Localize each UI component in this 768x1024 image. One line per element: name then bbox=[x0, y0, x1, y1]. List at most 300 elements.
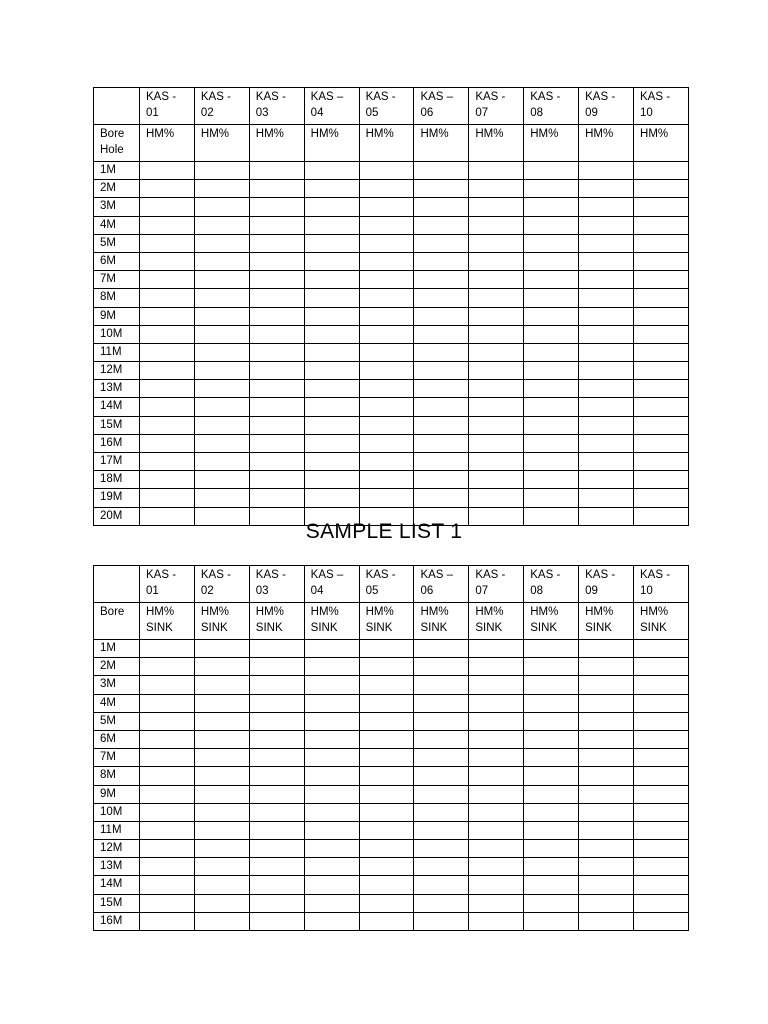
column-header-label: KAS - 05 bbox=[365, 91, 396, 119]
empty-cell bbox=[140, 767, 195, 785]
depth-label-cell-label: 6M bbox=[100, 732, 116, 745]
empty-cell bbox=[579, 471, 634, 489]
empty-cell bbox=[359, 325, 414, 343]
empty-cell bbox=[194, 858, 249, 876]
empty-cell bbox=[194, 730, 249, 748]
empty-cell bbox=[579, 694, 634, 712]
unit-header bbox=[414, 603, 469, 640]
empty-cell bbox=[304, 453, 359, 471]
empty-cell bbox=[140, 803, 195, 821]
empty-cell bbox=[140, 307, 195, 325]
empty-cell bbox=[579, 343, 634, 361]
empty-cell bbox=[469, 162, 524, 180]
empty-cell bbox=[194, 362, 249, 380]
empty-cell bbox=[359, 658, 414, 676]
empty-cell bbox=[524, 749, 579, 767]
empty-cell bbox=[359, 840, 414, 858]
column-header-label: KAS - 01 bbox=[146, 91, 177, 119]
empty-cell bbox=[414, 343, 469, 361]
empty-cell bbox=[579, 325, 634, 343]
empty-cell bbox=[249, 380, 304, 398]
table-row bbox=[94, 234, 689, 252]
empty-cell bbox=[524, 712, 579, 730]
empty-cell bbox=[194, 343, 249, 361]
empty-cell bbox=[304, 876, 359, 894]
empty-cell bbox=[304, 434, 359, 452]
column-header-row bbox=[94, 566, 689, 603]
empty-cell bbox=[634, 658, 689, 676]
unit-header-label: HM% SINK bbox=[310, 606, 339, 634]
empty-cell bbox=[304, 730, 359, 748]
table-row bbox=[94, 343, 689, 361]
depth-label-cell bbox=[94, 821, 140, 839]
table-row bbox=[94, 398, 689, 416]
empty-cell bbox=[469, 271, 524, 289]
table-row bbox=[94, 216, 689, 234]
column-header bbox=[579, 88, 634, 125]
column-header bbox=[634, 566, 689, 603]
table-row bbox=[94, 912, 689, 930]
empty-cell bbox=[359, 730, 414, 748]
sample-list-heading: SAMPLE LIST 1 bbox=[305, 520, 463, 543]
unit-header bbox=[579, 125, 634, 162]
empty-cell bbox=[140, 471, 195, 489]
empty-cell bbox=[249, 434, 304, 452]
depth-label-cell-label: 19M bbox=[100, 491, 123, 504]
empty-cell bbox=[469, 640, 524, 658]
empty-cell bbox=[634, 876, 689, 894]
column-header-label: KAS - 10 bbox=[640, 91, 671, 119]
column-header-label: KAS – 06 bbox=[420, 91, 454, 119]
empty-cell bbox=[249, 658, 304, 676]
empty-cell bbox=[249, 307, 304, 325]
column-header-label: KAS - 03 bbox=[255, 91, 286, 119]
depth-label-cell bbox=[94, 252, 140, 270]
empty-cell bbox=[304, 416, 359, 434]
empty-cell bbox=[194, 803, 249, 821]
table-row bbox=[94, 803, 689, 821]
unit-header-label: HM% bbox=[530, 128, 559, 140]
empty-cell bbox=[359, 162, 414, 180]
unit-header bbox=[140, 125, 195, 162]
empty-cell bbox=[249, 362, 304, 380]
empty-cell bbox=[524, 676, 579, 694]
empty-cell bbox=[524, 162, 579, 180]
depth-label-cell-label: 10M bbox=[100, 805, 123, 818]
column-header bbox=[469, 566, 524, 603]
empty-cell bbox=[579, 803, 634, 821]
empty-cell bbox=[304, 912, 359, 930]
depth-label-cell-label: 14M bbox=[100, 400, 123, 413]
empty-cell bbox=[359, 894, 414, 912]
empty-cell bbox=[524, 343, 579, 361]
empty-cell bbox=[304, 894, 359, 912]
depth-label-cell bbox=[94, 803, 140, 821]
table-row bbox=[94, 453, 689, 471]
empty-cell bbox=[469, 234, 524, 252]
empty-cell bbox=[249, 840, 304, 858]
empty-cell bbox=[469, 803, 524, 821]
empty-cell bbox=[304, 252, 359, 270]
table-row bbox=[94, 785, 689, 803]
unit-header-label: HM% SINK bbox=[475, 606, 504, 634]
empty-cell bbox=[579, 785, 634, 803]
table-row bbox=[94, 730, 689, 748]
empty-cell bbox=[634, 912, 689, 930]
empty-cell bbox=[359, 380, 414, 398]
empty-cell bbox=[634, 489, 689, 507]
empty-cell bbox=[140, 858, 195, 876]
empty-cell bbox=[359, 434, 414, 452]
depth-label-cell-label: 11M bbox=[100, 345, 122, 358]
empty-cell bbox=[304, 676, 359, 694]
empty-cell bbox=[304, 767, 359, 785]
depth-label-cell bbox=[94, 271, 140, 289]
empty-cell bbox=[579, 658, 634, 676]
empty-cell bbox=[579, 380, 634, 398]
empty-cell bbox=[194, 162, 249, 180]
table-row bbox=[94, 416, 689, 434]
empty-cell bbox=[579, 362, 634, 380]
empty-cell bbox=[194, 676, 249, 694]
empty-cell bbox=[524, 658, 579, 676]
depth-label-cell-label: 10M bbox=[100, 327, 123, 340]
empty-cell bbox=[304, 785, 359, 803]
empty-cell bbox=[414, 325, 469, 343]
unit-header bbox=[249, 125, 304, 162]
table-row bbox=[94, 162, 689, 180]
depth-label-cell bbox=[94, 489, 140, 507]
empty-cell bbox=[414, 198, 469, 216]
table-row bbox=[94, 840, 689, 858]
column-header-label: KAS - 09 bbox=[585, 91, 616, 119]
empty-cell bbox=[194, 398, 249, 416]
empty-cell bbox=[194, 489, 249, 507]
depth-label-cell-label: 1M bbox=[100, 164, 116, 176]
table-row bbox=[94, 380, 689, 398]
empty-cell bbox=[359, 694, 414, 712]
empty-cell bbox=[579, 398, 634, 416]
depth-label-cell-label: 2M bbox=[100, 660, 116, 673]
empty-cell bbox=[304, 362, 359, 380]
depth-label-cell bbox=[94, 416, 140, 434]
column-header bbox=[359, 88, 414, 125]
empty-cell bbox=[359, 640, 414, 658]
empty-cell bbox=[634, 894, 689, 912]
unit-header-label: HM% bbox=[585, 128, 614, 140]
table-row bbox=[94, 362, 689, 380]
unit-header-label: HM% SINK bbox=[420, 606, 449, 634]
empty-cell bbox=[634, 325, 689, 343]
empty-cell bbox=[140, 785, 195, 803]
empty-cell bbox=[304, 380, 359, 398]
empty-cell bbox=[579, 180, 634, 198]
empty-cell bbox=[469, 694, 524, 712]
empty-cell bbox=[634, 840, 689, 858]
table-row bbox=[94, 434, 689, 452]
empty-cell bbox=[524, 821, 579, 839]
empty-cell bbox=[524, 271, 579, 289]
empty-cell bbox=[194, 767, 249, 785]
unit-header bbox=[304, 603, 359, 640]
empty-cell bbox=[524, 234, 579, 252]
empty-cell bbox=[469, 858, 524, 876]
empty-cell bbox=[249, 803, 304, 821]
column-header-label: KAS – 04 bbox=[310, 91, 344, 119]
empty-cell bbox=[579, 640, 634, 658]
empty-cell bbox=[140, 876, 195, 894]
empty-cell bbox=[469, 325, 524, 343]
empty-cell bbox=[194, 658, 249, 676]
empty-cell bbox=[140, 894, 195, 912]
depth-label-cell-label: 5M bbox=[100, 236, 116, 249]
empty-cell bbox=[634, 162, 689, 180]
empty-cell bbox=[579, 876, 634, 894]
empty-cell bbox=[414, 380, 469, 398]
empty-cell bbox=[359, 453, 414, 471]
empty-cell bbox=[634, 640, 689, 658]
empty-cell bbox=[140, 234, 195, 252]
unit-header bbox=[579, 603, 634, 640]
depth-label-cell bbox=[94, 694, 140, 712]
empty-cell bbox=[304, 271, 359, 289]
empty-cell bbox=[359, 398, 414, 416]
empty-cell bbox=[469, 362, 524, 380]
empty-cell bbox=[579, 912, 634, 930]
empty-cell bbox=[140, 252, 195, 270]
empty-cell bbox=[249, 858, 304, 876]
empty-cell bbox=[414, 489, 469, 507]
empty-cell bbox=[634, 289, 689, 307]
empty-cell bbox=[359, 767, 414, 785]
depth-label-cell-label: 9M bbox=[100, 787, 116, 800]
bore-header bbox=[94, 125, 140, 162]
empty-cell bbox=[524, 434, 579, 452]
empty-cell bbox=[304, 640, 359, 658]
empty-cell bbox=[359, 821, 414, 839]
empty-cell bbox=[414, 876, 469, 894]
empty-cell bbox=[140, 730, 195, 748]
depth-label-cell-label: 1M bbox=[100, 642, 116, 654]
empty-cell bbox=[469, 658, 524, 676]
table-row bbox=[94, 858, 689, 876]
depth-label-cell bbox=[94, 380, 140, 398]
depth-label-cell-label: 4M bbox=[100, 218, 116, 231]
column-header-label: KAS - 02 bbox=[200, 569, 231, 597]
depth-label-cell bbox=[94, 216, 140, 234]
empty-cell bbox=[140, 658, 195, 676]
column-header bbox=[414, 566, 469, 603]
empty-cell bbox=[249, 325, 304, 343]
empty-cell bbox=[469, 289, 524, 307]
empty-cell bbox=[249, 271, 304, 289]
empty-cell bbox=[414, 398, 469, 416]
empty-cell bbox=[194, 180, 249, 198]
depth-label-cell-label: 3M bbox=[100, 200, 116, 213]
column-header bbox=[249, 88, 304, 125]
depth-label-cell bbox=[94, 730, 140, 748]
empty-cell bbox=[634, 712, 689, 730]
empty-cell bbox=[469, 730, 524, 748]
column-header-label: KAS - 01 bbox=[146, 569, 177, 597]
depth-label-cell bbox=[94, 894, 140, 912]
empty-cell bbox=[469, 380, 524, 398]
unit-header bbox=[469, 603, 524, 640]
empty-cell bbox=[634, 471, 689, 489]
depth-label-cell-label: 14M bbox=[100, 878, 123, 891]
empty-cell bbox=[634, 434, 689, 452]
empty-cell bbox=[524, 398, 579, 416]
depth-label-cell-label: 12M bbox=[100, 842, 123, 855]
empty-cell bbox=[249, 489, 304, 507]
column-header-label: KAS - 02 bbox=[200, 91, 231, 119]
unit-header bbox=[634, 125, 689, 162]
depth-label-cell bbox=[94, 840, 140, 858]
empty-cell bbox=[469, 749, 524, 767]
empty-cell bbox=[249, 453, 304, 471]
empty-cell bbox=[194, 216, 249, 234]
corner-cell bbox=[94, 566, 140, 603]
unit-header-label: HM% SINK bbox=[530, 606, 559, 634]
empty-cell bbox=[304, 840, 359, 858]
empty-cell bbox=[359, 803, 414, 821]
empty-cell bbox=[249, 767, 304, 785]
empty-cell bbox=[140, 398, 195, 416]
empty-cell bbox=[249, 289, 304, 307]
depth-label-cell bbox=[94, 234, 140, 252]
depth-label-cell-label: 13M bbox=[100, 382, 123, 395]
unit-header bbox=[194, 603, 249, 640]
empty-cell bbox=[634, 821, 689, 839]
empty-cell bbox=[249, 216, 304, 234]
depth-label-cell-label: 6M bbox=[100, 254, 116, 267]
empty-cell bbox=[249, 821, 304, 839]
unit-header-label: HM% bbox=[200, 128, 230, 140]
empty-cell bbox=[140, 180, 195, 198]
empty-cell bbox=[469, 840, 524, 858]
empty-cell bbox=[304, 162, 359, 180]
depth-label-cell bbox=[94, 398, 140, 416]
sub-header-row bbox=[94, 125, 689, 162]
empty-cell bbox=[249, 234, 304, 252]
unit-header-label: HM% SINK bbox=[365, 606, 394, 634]
column-header bbox=[524, 566, 579, 603]
empty-cell bbox=[524, 912, 579, 930]
empty-cell bbox=[304, 198, 359, 216]
empty-cell bbox=[524, 803, 579, 821]
empty-cell bbox=[524, 785, 579, 803]
empty-cell bbox=[579, 216, 634, 234]
empty-cell bbox=[414, 785, 469, 803]
empty-cell bbox=[194, 434, 249, 452]
empty-cell bbox=[140, 821, 195, 839]
column-header-label: KAS - 10 bbox=[640, 569, 671, 597]
unit-header bbox=[359, 603, 414, 640]
empty-cell bbox=[524, 730, 579, 748]
depth-label-cell-label: 15M bbox=[100, 896, 123, 909]
empty-cell bbox=[469, 821, 524, 839]
depth-label-cell-label: 7M bbox=[100, 273, 116, 286]
depth-label-cell bbox=[94, 162, 140, 180]
empty-cell bbox=[140, 749, 195, 767]
empty-cell bbox=[634, 749, 689, 767]
depth-label-cell bbox=[94, 767, 140, 785]
empty-cell bbox=[414, 694, 469, 712]
empty-cell bbox=[359, 216, 414, 234]
empty-cell bbox=[249, 252, 304, 270]
empty-cell bbox=[414, 434, 469, 452]
depth-label-cell-label: 12M bbox=[100, 364, 123, 377]
column-header bbox=[359, 566, 414, 603]
depth-label-cell-label: 2M bbox=[100, 182, 116, 195]
empty-cell bbox=[304, 712, 359, 730]
empty-cell bbox=[140, 380, 195, 398]
empty-cell bbox=[414, 640, 469, 658]
empty-cell bbox=[414, 307, 469, 325]
empty-cell bbox=[469, 252, 524, 270]
table-row bbox=[94, 749, 689, 767]
empty-cell bbox=[469, 180, 524, 198]
depth-label-cell-label: 9M bbox=[100, 309, 116, 322]
empty-cell bbox=[140, 325, 195, 343]
depth-label-cell-label: 15M bbox=[100, 418, 123, 431]
table-row bbox=[94, 876, 689, 894]
unit-header bbox=[194, 125, 249, 162]
empty-cell bbox=[140, 712, 195, 730]
unit-header-label: HM% SINK bbox=[200, 606, 230, 634]
empty-cell bbox=[634, 252, 689, 270]
empty-cell bbox=[469, 398, 524, 416]
empty-cell bbox=[359, 180, 414, 198]
empty-cell bbox=[579, 767, 634, 785]
empty-cell bbox=[524, 767, 579, 785]
empty-cell bbox=[469, 453, 524, 471]
empty-cell bbox=[359, 198, 414, 216]
empty-cell bbox=[634, 307, 689, 325]
empty-cell bbox=[194, 307, 249, 325]
unit-header-label: HM% SINK bbox=[146, 606, 175, 634]
depth-label-cell bbox=[94, 876, 140, 894]
column-header bbox=[249, 566, 304, 603]
depth-label-cell bbox=[94, 180, 140, 198]
empty-cell bbox=[249, 912, 304, 930]
empty-cell bbox=[579, 840, 634, 858]
empty-cell bbox=[634, 343, 689, 361]
empty-cell bbox=[469, 785, 524, 803]
unit-header-label: HM% bbox=[365, 128, 394, 140]
depth-label-cell bbox=[94, 676, 140, 694]
empty-cell bbox=[249, 730, 304, 748]
column-header-label: KAS – 04 bbox=[310, 569, 344, 597]
column-header bbox=[194, 566, 249, 603]
empty-cell bbox=[304, 216, 359, 234]
empty-cell bbox=[414, 252, 469, 270]
empty-cell bbox=[194, 416, 249, 434]
empty-cell bbox=[194, 840, 249, 858]
empty-cell bbox=[304, 658, 359, 676]
empty-cell bbox=[140, 434, 195, 452]
empty-cell bbox=[414, 289, 469, 307]
depth-label-cell bbox=[94, 343, 140, 361]
empty-cell bbox=[634, 416, 689, 434]
empty-cell bbox=[194, 821, 249, 839]
empty-cell bbox=[359, 712, 414, 730]
empty-cell bbox=[469, 471, 524, 489]
column-header bbox=[140, 566, 195, 603]
empty-cell bbox=[524, 894, 579, 912]
empty-cell bbox=[140, 453, 195, 471]
depth-label-cell bbox=[94, 453, 140, 471]
